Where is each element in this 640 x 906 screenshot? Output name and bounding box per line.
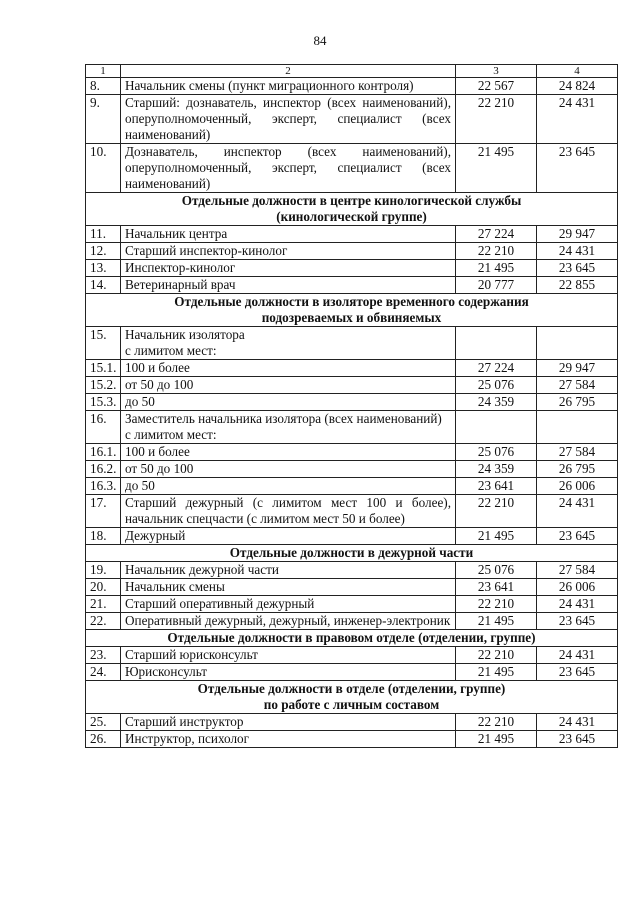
salary-column-4: 24 431 [537,495,618,528]
row-number: 9. [86,95,121,144]
salary-column-3: 22 210 [456,95,537,144]
salary-column-4: 26 006 [537,579,618,596]
row-number: 24. [86,664,121,681]
table-row [86,411,618,444]
section-header-row [86,630,618,647]
position-name: Инспектор-кинолог [121,260,456,277]
page-number: 84 [313,33,327,48]
row-number: 12. [86,243,121,260]
row-number: 22. [86,613,121,630]
salary-column-3: 22 210 [456,714,537,731]
section-header-row [86,193,618,226]
salary-column-4: 24 431 [537,596,618,613]
position-name: Инструктор, психолог [121,731,456,748]
salary-column-3: 25 076 [456,377,537,394]
table-row [86,444,618,461]
salary-table [85,64,618,748]
table-row [86,664,618,681]
salary-column-3: 21 495 [456,613,537,630]
salary-column-3: 22 210 [456,647,537,664]
row-number: 16.1. [86,444,121,461]
position-name: 100 и более [121,444,456,461]
salary-column-4: 27 584 [537,377,618,394]
table-row [86,495,618,528]
salary-column-4: 26 795 [537,461,618,478]
section-title-line: (кинологической группе) [276,209,427,224]
position-name [121,411,456,444]
position-name: Начальник смены (пункт миграционного контроля) [121,78,456,95]
row-number: 23. [86,647,121,664]
table-header-row [86,65,618,78]
column-header-4: 4 [537,65,618,78]
salary-column-4: 23 645 [537,613,618,630]
salary-column-4 [537,411,618,444]
row-number: 20. [86,579,121,596]
row-number: 19. [86,562,121,579]
table-row [86,596,618,613]
salary-column-3: 21 495 [456,528,537,545]
table-row [86,731,618,748]
salary-column-4: 23 645 [537,664,618,681]
salary-column-3: 21 495 [456,731,537,748]
table-row [86,394,618,411]
position-name: Оперативный дежурный, дежурный, инженер-электроник [121,613,456,630]
table-row [86,377,618,394]
table-row [86,562,618,579]
salary-column-4: 26 795 [537,394,618,411]
table-row [86,95,618,144]
position-name-line: с лимитом мест: [125,427,217,442]
section-title-line: подозреваемых и обвиняемых [261,310,442,325]
position-name: Дежурный [121,528,456,545]
row-number: 11. [86,226,121,243]
row-number: 18. [86,528,121,545]
row-number: 16.2. [86,461,121,478]
salary-column-4: 24 824 [537,78,618,95]
salary-column-4: 23 645 [537,144,618,193]
position-name: Начальник центра [121,226,456,243]
table-row [86,714,618,731]
salary-column-4: 24 431 [537,647,618,664]
row-number: 17. [86,495,121,528]
row-number: 15.1. [86,360,121,377]
row-number: 15. [86,327,121,360]
salary-column-3: 24 359 [456,461,537,478]
salary-table-body [86,65,618,748]
column-header-3: 3 [456,65,537,78]
salary-column-3: 21 495 [456,144,537,193]
table-row [86,579,618,596]
section-title [86,193,618,226]
section-title [86,294,618,327]
salary-column-3: 20 777 [456,277,537,294]
salary-column-3: 22 210 [456,243,537,260]
salary-column-3: 21 495 [456,260,537,277]
salary-column-3: 23 641 [456,478,537,495]
table-row [86,360,618,377]
position-name: Ветеринарный врач [121,277,456,294]
section-title-line: Отдельные должности в центре кинологической службы [181,193,522,208]
row-number: 10. [86,144,121,193]
position-name-line: с лимитом мест: [125,343,217,358]
position-name [121,327,456,360]
row-number: 15.3. [86,394,121,411]
section-header-row [86,681,618,714]
section-header-row [86,294,618,327]
section-title-line: Отдельные должности в отделе (отделении, группе) [197,681,506,696]
position-name: Старший юрисконсульт [121,647,456,664]
row-number: 25. [86,714,121,731]
salary-column-4: 23 645 [537,731,618,748]
section-title-line: по работе с личным составом [263,697,440,712]
table-row [86,144,618,193]
row-number: 14. [86,277,121,294]
salary-column-3 [456,411,537,444]
table-row [86,478,618,495]
section-title-line: Отдельные должности в дежурной части [229,545,474,560]
row-number: 16. [86,411,121,444]
position-name: от 50 до 100 [121,461,456,478]
salary-column-3: 25 076 [456,562,537,579]
position-name: от 50 до 100 [121,377,456,394]
column-header-1: 1 [86,65,121,78]
table-row [86,226,618,243]
section-title-line: Отдельные должности в правовом отделе (отделении, группе) [167,630,536,645]
section-title-line: Отдельные должности в изоляторе временного содержания [174,294,529,309]
position-name: Старший дежурный (с лимитом мест 100 и более), начальник спецчасти (с лимитом мест 50 и более) [121,495,456,528]
salary-column-4: 24 431 [537,714,618,731]
salary-column-4: 27 584 [537,444,618,461]
salary-column-4: 29 947 [537,360,618,377]
salary-column-4: 22 855 [537,277,618,294]
row-number: 16.3. [86,478,121,495]
table-row [86,613,618,630]
salary-column-4: 27 584 [537,562,618,579]
salary-column-4: 23 645 [537,528,618,545]
position-name: Начальник смены [121,579,456,596]
position-name: Юрисконсульт [121,664,456,681]
table-row [86,461,618,478]
salary-column-3: 27 224 [456,226,537,243]
salary-column-4: 24 431 [537,95,618,144]
row-number: 26. [86,731,121,748]
salary-column-3: 25 076 [456,444,537,461]
table-row [86,647,618,664]
table-row [86,78,618,95]
salary-column-3: 22 210 [456,596,537,613]
row-number: 21. [86,596,121,613]
position-name: до 50 [121,478,456,495]
position-name: Старший инструктор [121,714,456,731]
position-name-line: Заместитель начальника изолятора (всех наименований) [125,411,442,426]
position-name: до 50 [121,394,456,411]
table-row [86,243,618,260]
position-name: Дознаватель, инспектор (всех наименований), оперуполномоченный, эксперт, специалист (всех наименований) [121,144,456,193]
salary-column-3: 22 567 [456,78,537,95]
salary-column-3: 24 359 [456,394,537,411]
salary-column-4: 26 006 [537,478,618,495]
section-title [86,681,618,714]
salary-column-3: 21 495 [456,664,537,681]
position-name: Начальник дежурной части [121,562,456,579]
section-title [86,630,618,647]
salary-column-4: 29 947 [537,226,618,243]
row-number: 8. [86,78,121,95]
row-number: 15.2. [86,377,121,394]
table-row [86,260,618,277]
position-name: Старший инспектор-кинолог [121,243,456,260]
position-name: Старший оперативный дежурный [121,596,456,613]
row-number: 13. [86,260,121,277]
salary-column-3: 27 224 [456,360,537,377]
salary-column-4 [537,327,618,360]
table-row [86,528,618,545]
salary-column-3: 23 641 [456,579,537,596]
position-name: 100 и более [121,360,456,377]
position-name-line: Начальник изолятора [125,327,245,342]
salary-column-4: 23 645 [537,260,618,277]
table-row [86,277,618,294]
column-header-2: 2 [121,65,456,78]
salary-column-3: 22 210 [456,495,537,528]
section-title [86,545,618,562]
table-row [86,327,618,360]
salary-column-3 [456,327,537,360]
salary-column-4: 24 431 [537,243,618,260]
position-name: Старший: дознаватель, инспектор (всех наименований), оперуполномоченный, эксперт, специалист (всех наименований) [121,95,456,144]
section-header-row [86,545,618,562]
